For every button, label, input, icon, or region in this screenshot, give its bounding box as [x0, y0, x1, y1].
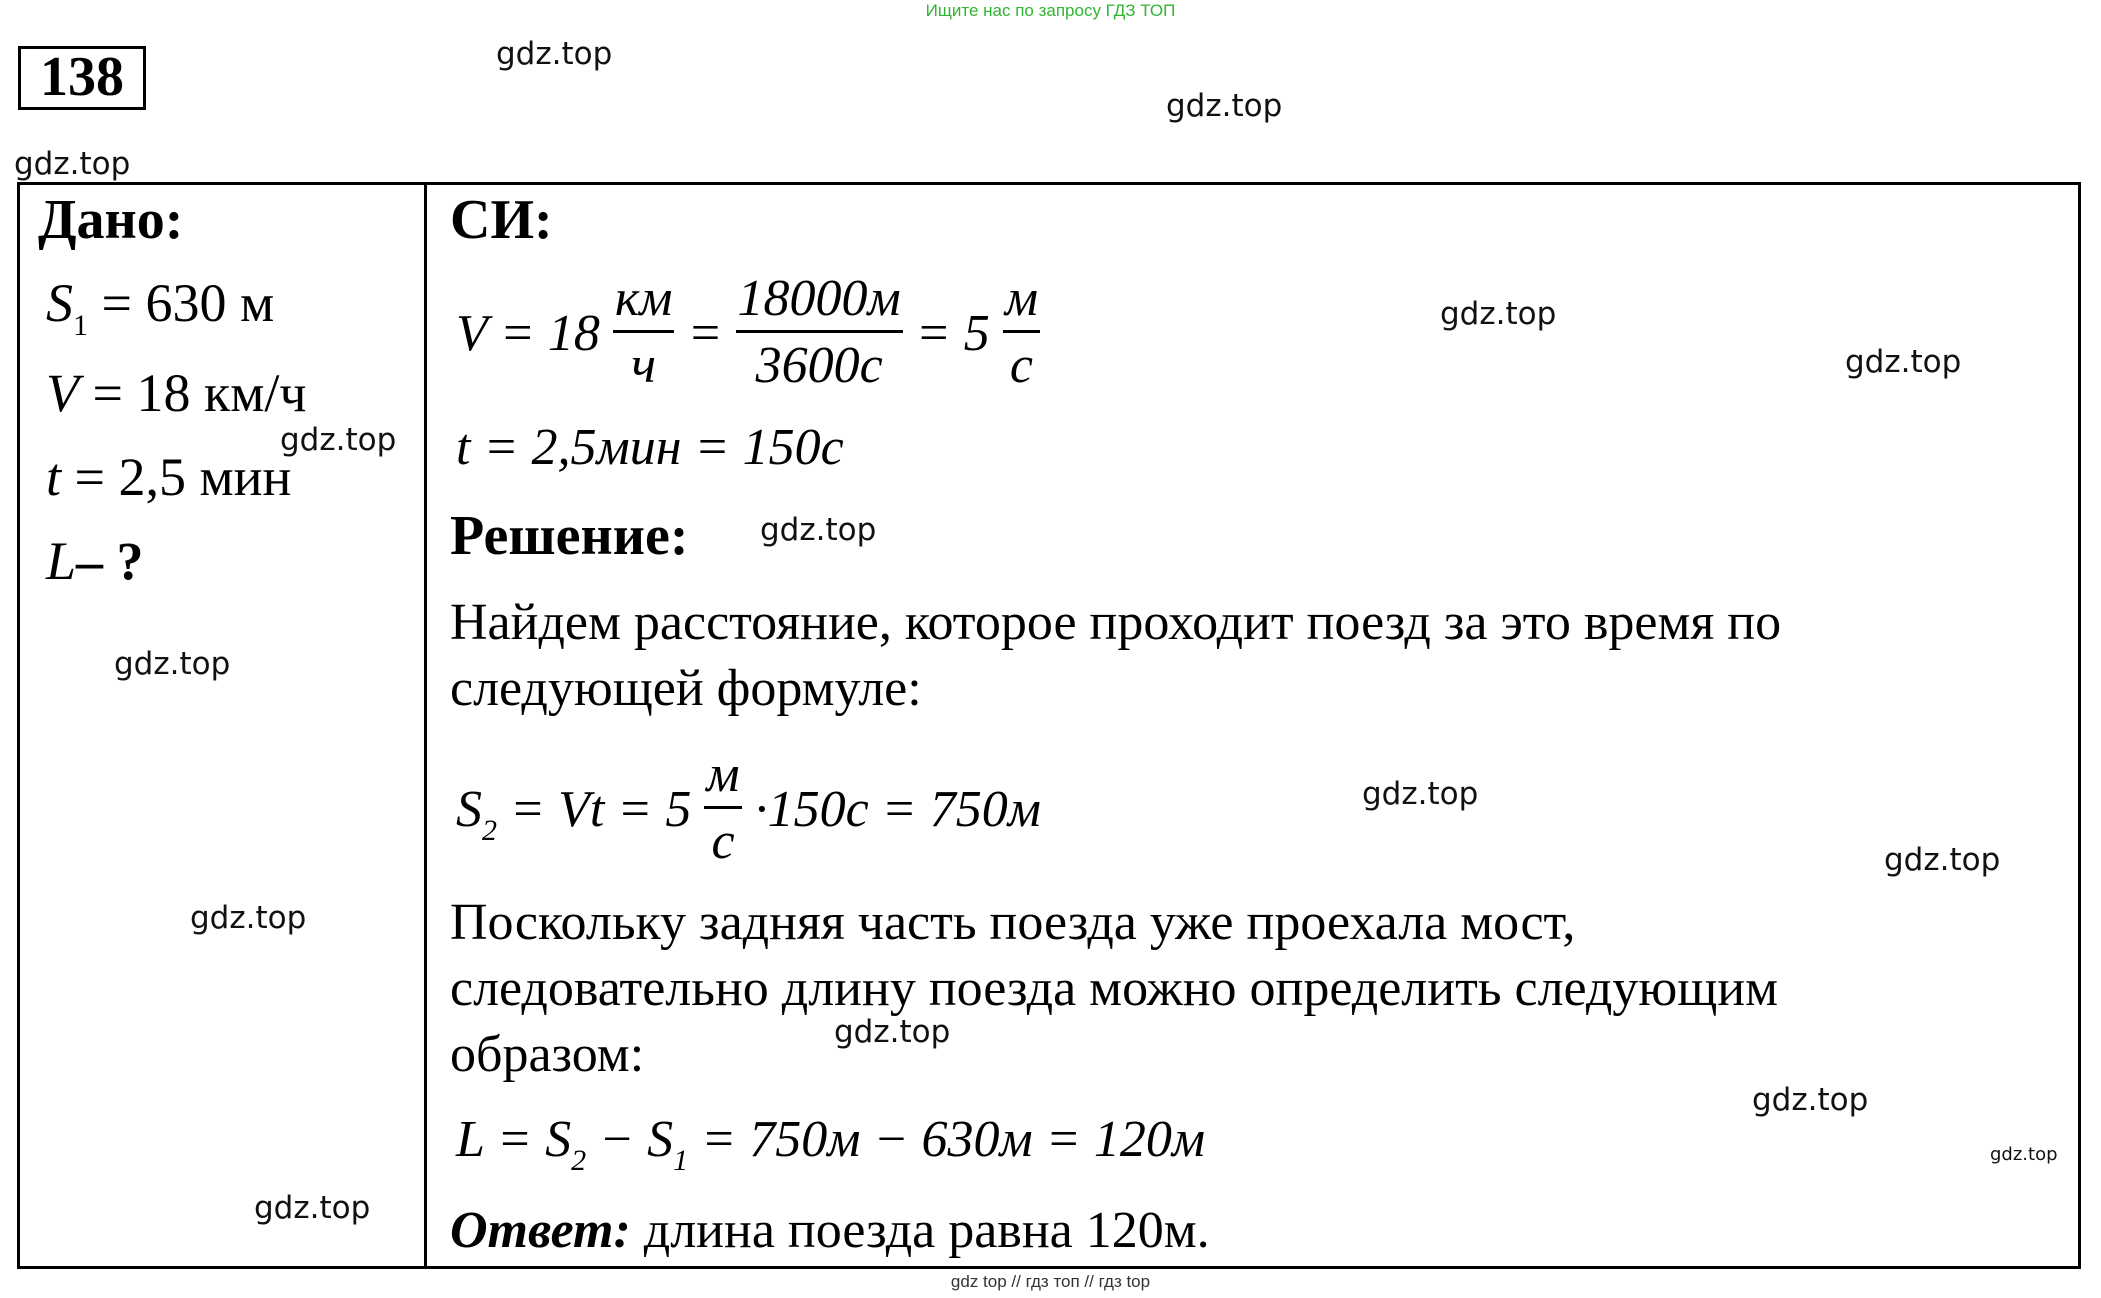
footer-links[interactable]: gdz top // гдз топ // гдз top [950, 1272, 1151, 1291]
fraction-m-s-2 [704, 744, 741, 875]
si-time-conversion: t = 2,5мин = 150с [456, 419, 844, 476]
frac-num: м [704, 744, 741, 809]
si-eq2: = 5 [915, 305, 990, 362]
solution-paragraph-1-line-2: следующей формуле: [450, 660, 922, 717]
s2-var [456, 781, 497, 847]
answer [450, 1198, 1210, 1264]
watermark: gdz.top [114, 646, 231, 682]
solution-paragraph-2-line-2: следовательно длину поезда можно определить следующим [450, 960, 1779, 1017]
watermark: gdz.top [1884, 842, 2001, 878]
length-formula [456, 1110, 1205, 1177]
watermark: gdz.top [834, 1014, 951, 1050]
solution-title: Решение: [450, 505, 689, 567]
s2-sub: 2 [482, 814, 497, 847]
given-sub: 1 [73, 309, 88, 342]
l-part-a: L = S [456, 1111, 572, 1168]
given-value: = 630 м [101, 273, 275, 333]
l-part-c: = 750м − 630м = 120м [688, 1111, 1205, 1168]
s2-mid: = Vt = 5 [510, 781, 692, 838]
si-title: СИ: [450, 189, 553, 251]
watermark: gdz.top [1845, 344, 1962, 380]
promo-banner[interactable]: Ищите нас по запросу ГДЗ ТОП [925, 1, 1176, 20]
frac-num: м [1003, 268, 1040, 333]
l-sub-2: 2 [571, 1144, 587, 1177]
fraction-18000-3600 [736, 268, 903, 399]
given-var: S [46, 273, 73, 333]
s2-letter: S [456, 781, 482, 838]
watermark: gdz.top [760, 512, 877, 548]
si-velocity-conversion [456, 268, 1040, 399]
given-value: = 18 км/ч [92, 363, 307, 423]
watermark: gdz.top [496, 36, 613, 72]
watermark: gdz.top [1362, 776, 1479, 812]
frac-den: с [1009, 337, 1033, 394]
solution-paragraph-1-line-1: Найдем расстояние, которое проходит поезд за это время по [450, 594, 1782, 651]
solution-paragraph-2-line-1: Поскольку задняя часть поезда уже проехала мост, [450, 894, 1576, 951]
watermark: gdz.top [1440, 296, 1557, 332]
watermark: gdz.top [254, 1190, 371, 1226]
l-sub-1: 1 [673, 1144, 689, 1177]
frac-den: ч [631, 337, 657, 394]
si-v-lhs: V = 18 [456, 305, 600, 362]
given-v [46, 362, 307, 424]
watermark: gdz.top [1752, 1082, 1869, 1118]
given-var: V [46, 363, 79, 423]
watermark: gdz.top [280, 422, 397, 458]
watermark: gdz.top [14, 146, 131, 182]
given-title: Дано: [38, 189, 184, 251]
given-var: t [46, 447, 62, 507]
l-part-b: − S [586, 1111, 674, 1168]
problem-number: 138 [18, 46, 146, 110]
watermark: gdz.top [190, 900, 307, 936]
given-t [46, 446, 291, 508]
watermark: gdz.top [1166, 88, 1283, 124]
watermark: gdz.top [1990, 1144, 2058, 1165]
given-s1 [46, 272, 275, 342]
given-value: = 2,5 мин [74, 447, 292, 507]
solution-paragraph-2-line-3: образом: [450, 1026, 645, 1083]
frac-den: 3600с [755, 337, 883, 394]
frac-num: км [613, 268, 675, 333]
answer-label: Ответ: [450, 1202, 631, 1259]
given-value: – ? [76, 531, 144, 591]
frac-den: с [711, 813, 735, 870]
s2-rhs: ·150с = 750м [754, 781, 1041, 838]
si-eq: = [687, 305, 723, 362]
fraction-m-s [1003, 268, 1040, 399]
answer-text: длина поезда равна 120м. [630, 1202, 1210, 1259]
given-var: L [46, 531, 77, 591]
distance-formula [456, 744, 1041, 875]
fraction-km-h [613, 268, 675, 399]
frac-num: 18000м [736, 268, 903, 333]
column-divider [424, 182, 427, 1269]
given-l [46, 530, 144, 592]
